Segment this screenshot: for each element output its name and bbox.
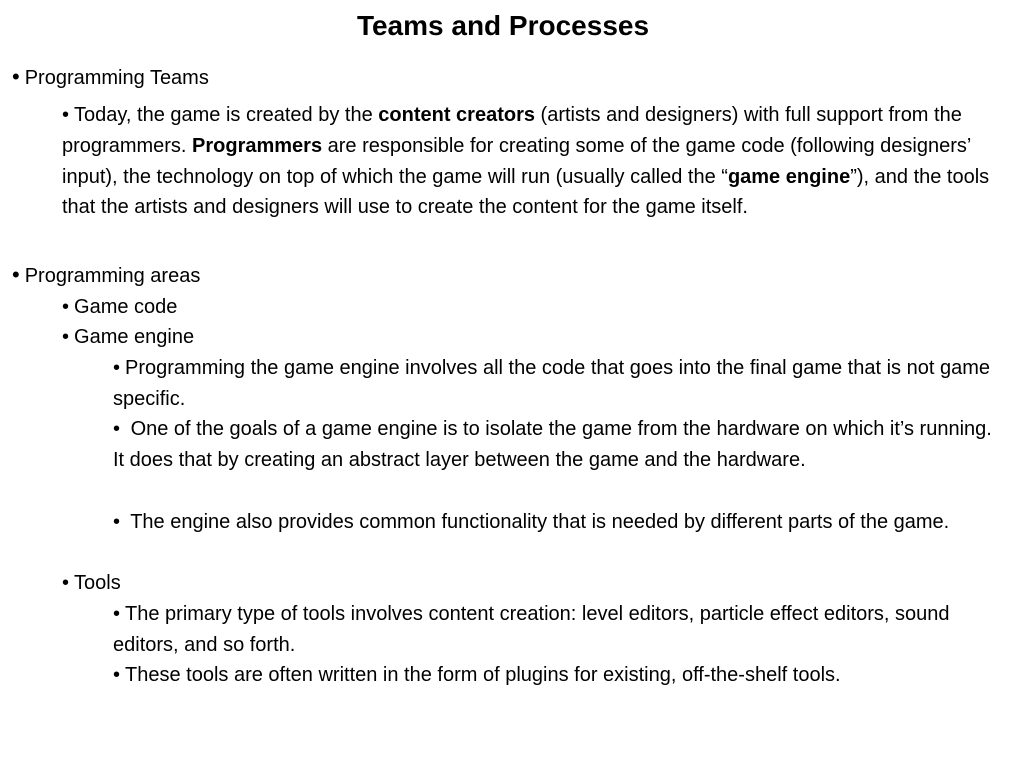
detail-after-creators: (artists and designers) with full support from the programmers. [62, 104, 962, 157]
bullet-tools-point-2 [113, 660, 1007, 691]
bullet-icon: • [62, 326, 70, 348]
bullet-text: Programming areas [24, 265, 201, 287]
bullet-icon: • [113, 603, 121, 625]
bullet-programming-teams [12, 62, 1002, 94]
bullet-text: The primary type of tools involves content creation: level editors, particle effect editors, sound editors, and so forth. [113, 603, 950, 656]
bullet-engine-point-1 [113, 353, 1007, 415]
bullet-text: Game engine [74, 326, 195, 348]
bullet-icon: • [62, 104, 70, 126]
bullet-icon: • [113, 511, 121, 533]
bullet-engine-point-3 [113, 507, 1007, 538]
bullet-icon: • [62, 296, 70, 318]
detail-intro: Today, the game is created by the [74, 104, 379, 126]
bullet-icon: • [113, 664, 121, 686]
bullet-text: The engine also provides common functionality that is needed by different parts of the game. [125, 511, 950, 533]
bullet-tools-point-1 [113, 599, 1007, 661]
bullet-icon: • [62, 572, 70, 594]
bullet-programming-teams-detail [62, 100, 1002, 223]
bullet-icon: • [113, 357, 121, 379]
slide-title: Teams and Processes [356, 10, 650, 41]
bullet-tools [62, 568, 1002, 599]
bullet-text: Game code [74, 296, 178, 318]
bullet-icon: • [12, 64, 20, 89]
bullet-text: Tools [74, 572, 121, 594]
bullet-engine-point-2 [113, 414, 1007, 476]
bullet-text: Programming the game engine involves all the code that goes into the final game that is not game specific. [113, 357, 990, 410]
bullet-game-code [62, 292, 1002, 323]
bullet-programming-areas [12, 260, 1002, 292]
bullet-icon: • [12, 262, 20, 287]
term-programmers: Programmers [192, 134, 323, 157]
bullet-text: Programming Teams [24, 67, 209, 89]
term-game-engine: game engine [727, 165, 851, 188]
bullet-game-engine [62, 322, 1002, 353]
detail-after-programmers: are responsible for creating some of the game code (following designers’ input), the technology on top of which the game will run (usually called the “ [62, 134, 971, 188]
term-content-creators: content creators [378, 104, 535, 126]
bullet-icon: • [113, 418, 121, 440]
bullet-text: These tools are often written in the form of plugins for existing, off-the-shelf tools. [125, 664, 841, 686]
bullet-text: One of the goals of a game engine is to isolate the game from the hardware on which it’s running. It does that by creating an abstract layer between the game and the hardware. [113, 418, 992, 471]
detail-tail: ”), and the tools that the artists and designers will use to create the content for the game itself. [62, 165, 990, 219]
